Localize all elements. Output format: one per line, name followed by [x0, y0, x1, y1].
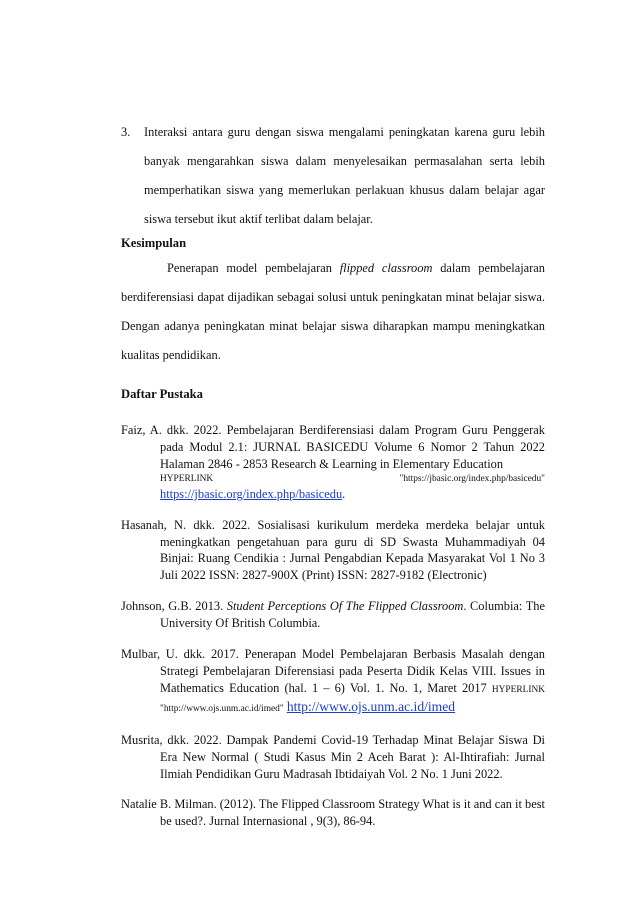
hyperlink-field-code — [160, 473, 545, 486]
reference-text-post: . Columbia: The University Of British Columbia. — [160, 599, 545, 631]
conclusion-heading: Kesimpulan — [121, 236, 187, 250]
reference-text: Faiz, A. dkk. 2022. Pembelajaran Berdiferensiasi dalam Program Guru Penggerak pada Modul 2.1: JURNAL BASICEDU Volume 6 Nomor 2 Tahun 2022 Halaman 2846 - 2853 Research & Learning in Elementary Education — [121, 423, 545, 471]
conclusion-paragraph — [121, 254, 545, 370]
hyperlink-label: HYPERLINK — [160, 473, 214, 484]
reference-list — [121, 422, 545, 844]
reference-link[interactable]: http://www.ojs.unm.ac.id/imed — [286, 698, 456, 714]
references-heading: Daftar Pustaka — [121, 387, 203, 401]
reference-faiz — [121, 422, 545, 503]
list-item-3 — [121, 118, 545, 234]
conclusion-text-post: dalam pembelajaran berdiferensiasi dapat dijadikan sebagai solusi untuk peningkatan minat belajar siswa. Dengan adanya peningkatan minat belajar siswa diharapkan mampu meningkatkan kualitas pendidikan. — [121, 261, 546, 362]
reference-title-italic: Student Perceptions Of The Flipped Classroom — [226, 599, 464, 614]
reference-link[interactable]: https://jbasic.org/index.php/basicedu — [160, 486, 343, 501]
hyperlink-target: "https://jbasic.org/index.php/basicedu" — [399, 473, 545, 484]
reference-hasanah: Hasanah, N. dkk. 2022. Sosialisasi kurikulum merdeka merdeka belajar untuk meningkatkan pengetahuan para guru di SD Swasta Muhammadiyah 04 Binjai: Ruang Cendikia : Jurnal Pengabdian Kepada Masyarakat Vol 1 No 3 Juli 2022 ISSN: 2827-900X (Print) ISSN: 2827-9182 (Electronic) — [121, 517, 545, 583]
reference-end: . — [342, 486, 346, 501]
reference-text: Mulbar, U. dkk. 2017. Penerapan Model Pembelajaran Berbasis Masalah dengan Strategi Pembelajaran Diferensiasi pada Peserta Didik Kelas VIII. Issues in Mathematics Education (hal. 1 – 6) Vol. 1. No. 1, Maret 2017 — [121, 647, 545, 695]
list-item-text: Interaksi antara guru dengan siswa mengalami peningkatan karena guru lebih banyak mengarahkan siswa dalam menyelesaikan permasalahan serta lebih memperhatikan siswa yang memerlukan perlakuan khusus dalam belajar agar siswa tersebut ikut aktif terlibat dalam belajar. — [144, 125, 545, 226]
conclusion-text-pre: Penerapan model pembelajaran — [167, 261, 340, 275]
reference-musrita: Musrita, dkk. 2022. Dampak Pandemi Covid-19 Terhadap Minat Belajar Siswa Di Era New Normal ( Studi Kasus Min 2 Aceh Barat ): Al-Ihtirafiah: Jurnal Ilmiah Pendidikan Guru Madrasah Ibtidaiyah Vol. 2 No. 1 Juni 2022. — [121, 732, 545, 781]
reference-text-pre: Johnson, G.B. 2013. — [121, 599, 227, 614]
conclusion-text-italic: flipped classroom — [339, 261, 433, 275]
list-number: 3. — [121, 125, 131, 139]
hyperlink-field-code: HYPERLINK "http://www.ojs.unm.ac.id/imed" — [160, 684, 545, 714]
reference-mulbar — [121, 646, 545, 718]
reference-johnson — [121, 598, 545, 632]
reference-natalie: Natalie B. Milman. (2012). The Flipped Classroom Strategy What is it and can it best be used?. Jurnal Internasional , 9(3), 86-94. — [121, 797, 545, 829]
